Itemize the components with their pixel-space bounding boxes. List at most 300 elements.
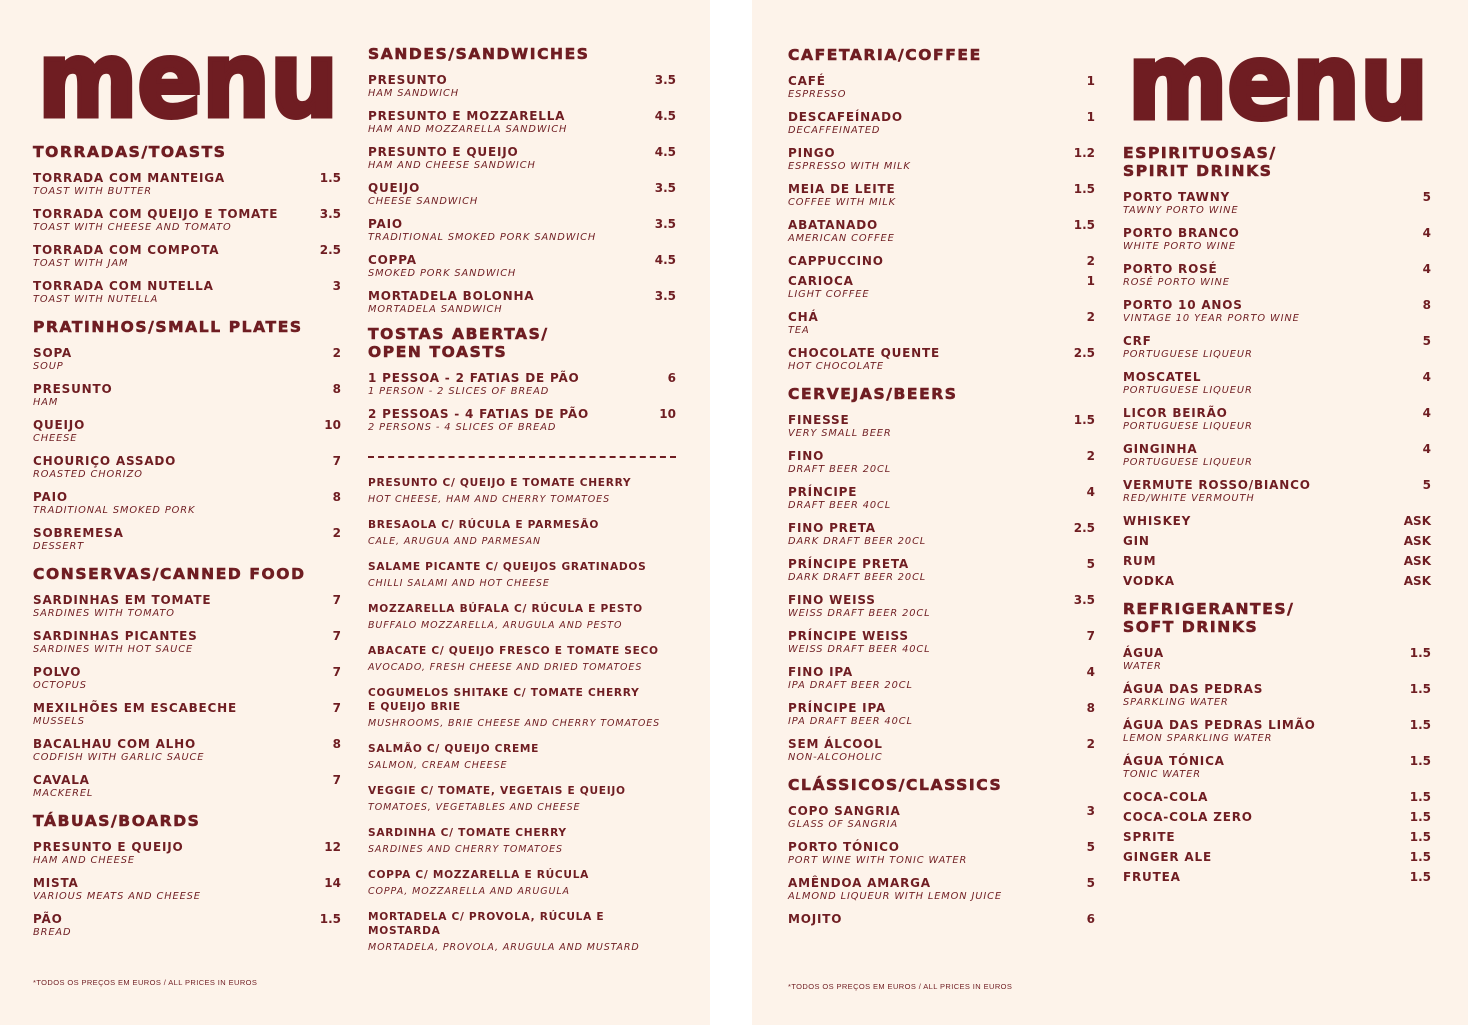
item-list <box>1123 190 1431 588</box>
menu-item-name: PRESUNTO <box>368 73 448 87</box>
menu-item-name: AMÊNDOA AMARGA <box>788 876 931 890</box>
menu-item-text <box>33 490 325 517</box>
menu-item-price: 4 <box>1086 485 1095 499</box>
menu-item-text <box>788 310 1079 337</box>
menu-item <box>788 218 1095 245</box>
menu-item-price: 7 <box>332 665 341 679</box>
menu-item-name: COPPA <box>368 253 417 267</box>
menu-item <box>368 217 676 244</box>
menu-item-description: TOAST WITH CHEESE AND TOMATO <box>33 222 232 233</box>
menu-item-text <box>33 454 325 481</box>
menu-item-description: COPPA, MOZZARELLA AND ARUGULA <box>368 886 570 897</box>
menu-item-description: TAWNY PORTO WINE <box>1123 205 1239 216</box>
menu-item-price: 7 <box>332 629 341 643</box>
menu-item <box>788 876 1095 903</box>
menu-item-name: CHOCOLATE QUENTE <box>788 346 940 360</box>
menu-item-text <box>368 371 660 398</box>
menu-item-description: TOAST WITH BUTTER <box>33 186 152 197</box>
menu-item <box>33 593 341 620</box>
menu-item-text <box>33 279 325 306</box>
menu-item-text <box>368 407 651 434</box>
section-title: REFRIGERANTES/ SOFT DRINKS <box>1123 600 1295 636</box>
menu-item-price: 1 <box>1086 274 1095 288</box>
menu-item-text <box>368 644 676 674</box>
menu-item-text <box>33 593 325 620</box>
menu-item-name: PRÍNCIPE WEISS <box>788 629 909 643</box>
menu-item-name: PRESUNTO C/ QUEIJO E TOMATE CHERRY <box>368 477 632 489</box>
menu-item-text <box>368 602 676 632</box>
menu-item-name: COCA-COLA ZERO <box>1123 810 1253 824</box>
menu-item-name: GINGINHA <box>1123 442 1198 456</box>
menu-item-description: MUSSELS <box>33 716 85 727</box>
menu-item-description: DESSERT <box>33 541 85 552</box>
menu-item-description: TOMATOES, VEGETABLES AND CHEESE <box>368 802 581 813</box>
item-list <box>1123 646 1431 884</box>
menu-item-text <box>33 912 312 939</box>
menu-item-text <box>33 526 325 553</box>
menu-item-price: 5 <box>1422 190 1431 204</box>
menu-item-price: 3.5 <box>319 207 341 221</box>
menu-item <box>788 485 1095 512</box>
menu-item-description: ESPRESSO <box>788 89 847 100</box>
menu-item-description: SALMON, CREAM CHEESE <box>368 760 508 771</box>
menu-item-price: 1.2 <box>1073 146 1095 160</box>
menu-item-text <box>1123 850 1402 864</box>
menu-item <box>368 476 676 506</box>
menu-item-price: 1 <box>1086 74 1095 88</box>
menu-item-text <box>788 557 1079 584</box>
menu-item-price: 4 <box>1422 406 1431 420</box>
menu-item <box>1123 298 1431 325</box>
menu-item-name: MORTADELA C/ PROVOLA, RÚCULA E MOSTARDA <box>368 911 605 937</box>
menu-item-name: MOSCATEL <box>1123 370 1202 384</box>
menu-item-text <box>368 217 647 244</box>
menu-item-text <box>788 218 1066 245</box>
menu-item-text <box>368 73 647 100</box>
menu-item-name: WHISKEY <box>1123 514 1192 528</box>
menu-item-description: OCTOPUS <box>33 680 87 691</box>
dashed-divider <box>368 456 676 458</box>
menu-item <box>1123 370 1431 397</box>
menu-item-text <box>1123 478 1415 505</box>
menu-section <box>33 143 341 306</box>
menu-item <box>1123 554 1431 568</box>
menu-item-description: DARK DRAFT BEER 20CL <box>788 536 927 547</box>
menu-item-price: ASK <box>1403 514 1431 528</box>
menu-item-description: CHILLI SALAMI AND HOT CHEESE <box>368 578 550 589</box>
right-column-1 <box>788 46 1095 938</box>
menu-item <box>788 701 1095 728</box>
menu-item-text <box>33 171 312 198</box>
menu-item-price: 6 <box>1086 912 1095 926</box>
menu-item-text <box>33 840 316 867</box>
menu-item-text <box>788 274 1079 301</box>
menu-item-text <box>1123 514 1396 528</box>
menu-item-description: BREAD <box>33 927 72 938</box>
menu-item-description: AVOCADO, FRESH CHEESE AND DRIED TOMATOES <box>368 662 643 673</box>
menu-item-price: 5 <box>1086 840 1095 854</box>
menu-item-text <box>1123 534 1396 548</box>
menu-item-price: 1.5 <box>1409 850 1431 864</box>
menu-item-price: 2.5 <box>1073 346 1095 360</box>
menu-item-price: ASK <box>1403 534 1431 548</box>
menu-item-description: HOT CHEESE, HAM AND CHERRY TOMATOES <box>368 494 610 505</box>
menu-item <box>788 110 1095 137</box>
menu-item <box>1123 262 1431 289</box>
menu-item-price: ASK <box>1403 554 1431 568</box>
menu-item-text <box>33 876 316 903</box>
menu-item-name: 2 PESSOAS - 4 FATIAS DE PÃO <box>368 407 589 421</box>
menu-item-price: 1.5 <box>1409 870 1431 884</box>
menu-item-price: 3.5 <box>654 181 676 195</box>
item-list <box>368 476 676 954</box>
menu-item-text <box>368 289 647 316</box>
menu-section <box>33 812 341 939</box>
menu-item-name: FINO <box>788 449 825 463</box>
menu-item-name: SPRITE <box>1123 830 1176 844</box>
menu-item-name: PORTO TAWNY <box>1123 190 1231 204</box>
menu-item-price: 7 <box>332 454 341 468</box>
menu-item-price: 5 <box>1422 334 1431 348</box>
menu-section <box>368 45 676 316</box>
menu-item <box>788 737 1095 764</box>
menu-item-text <box>33 629 325 656</box>
menu-item-price: 1.5 <box>319 912 341 926</box>
menu-item-text <box>368 253 647 280</box>
menu-item-name: LICOR BEIRÃO <box>1123 406 1228 420</box>
menu-item <box>788 310 1095 337</box>
menu-item-description: WATER <box>1123 661 1162 672</box>
menu-item-text <box>1123 830 1402 844</box>
menu-item-price: 2 <box>1086 254 1095 268</box>
menu-section <box>788 776 1095 926</box>
menu-item-description: TRADITIONAL SMOKED PORK SANDWICH <box>368 232 597 243</box>
menu-item-name: FRUTEA <box>1123 870 1181 884</box>
menu-item-name: SALAME PICANTE C/ QUEIJOS GRATINADOS <box>368 561 647 573</box>
menu-item-description: VINTAGE 10 YEAR PORTO WINE <box>1123 313 1300 324</box>
menu-item-price: 1 <box>1086 110 1095 124</box>
menu-item-price: 5 <box>1086 557 1095 571</box>
menu-item-text <box>368 868 676 898</box>
menu-item-description: GLASS OF SANGRIA <box>788 819 899 830</box>
menu-item-text <box>368 784 676 814</box>
right-column-2 <box>1123 144 1431 896</box>
menu-item-description: ROASTED CHORIZO <box>33 469 143 480</box>
menu-item-description: CHEESE <box>33 433 78 444</box>
menu-item-name: PRÍNCIPE IPA <box>788 701 887 715</box>
menu-item-name: SALMÃO C/ QUEIJO CREME <box>368 743 540 755</box>
menu-item-name: VEGGIE C/ TOMATE, VEGETAIS E QUEIJO <box>368 785 626 797</box>
menu-item-description: HAM AND CHEESE <box>33 855 135 866</box>
left-column-1 <box>33 143 341 951</box>
menu-item-description: BUFFALO MOZZARELLA, ARUGULA AND PESTO <box>368 620 623 631</box>
menu-section <box>788 46 1095 373</box>
menu-item <box>368 560 676 590</box>
menu-item-price: 7 <box>1086 629 1095 643</box>
menu-item <box>33 243 341 270</box>
menu-item <box>1123 646 1431 673</box>
menu-item <box>368 407 676 434</box>
menu-item-name: CAFÉ <box>788 74 826 88</box>
menu-item-text <box>368 181 647 208</box>
menu-item-name: PRESUNTO <box>33 382 113 396</box>
menu-item-description: WEISS DRAFT BEER 40CL <box>788 644 931 655</box>
section-title: CONSERVAS/CANNED FOOD <box>33 565 306 583</box>
menu-item-price: 2.5 <box>319 243 341 257</box>
menu-item-description: PORTUGUESE LIQUEUR <box>1123 349 1253 360</box>
menu-item-name: ÁGUA DAS PEDRAS <box>1123 682 1264 696</box>
menu-item <box>1123 334 1431 361</box>
menu-item-name: FINO WEISS <box>788 593 876 607</box>
menu-item-price: 4 <box>1422 370 1431 384</box>
menu-item-text <box>33 418 316 445</box>
menu-item-text <box>1123 226 1415 253</box>
menu-item-name: COPO SANGRIA <box>788 804 901 818</box>
menu-item-text <box>1123 790 1402 804</box>
menu-item-price: 8 <box>332 490 341 504</box>
menu-item-price: 1.5 <box>1073 413 1095 427</box>
menu-item-price: 5 <box>1422 478 1431 492</box>
menu-item-name: PINGO <box>788 146 836 160</box>
menu-item <box>33 840 341 867</box>
menu-item <box>368 602 676 632</box>
menu-item-text <box>788 485 1079 512</box>
menu-item-description: HAM AND MOZZARELLA SANDWICH <box>368 124 568 135</box>
menu-item <box>33 912 341 939</box>
menu-item <box>1123 514 1431 528</box>
menu-item-description: TEA <box>788 325 810 336</box>
menu-item <box>788 912 1095 926</box>
menu-item-name: PORTO BRANCO <box>1123 226 1240 240</box>
menu-item-text <box>788 413 1066 440</box>
menu-page-right <box>752 0 1468 1025</box>
menu-item-name: MOJITO <box>788 912 843 926</box>
menu-item-description: MORTADELA, PROVOLA, ARUGULA AND MUSTARD <box>368 942 640 953</box>
menu-item <box>788 840 1095 867</box>
menu-item <box>368 181 676 208</box>
menu-item-description: RED/WHITE VERMOUTH <box>1123 493 1255 504</box>
menu-item-text <box>1123 334 1415 361</box>
menu-item-price: 1.5 <box>1073 182 1095 196</box>
menu-item-name: PORTO 10 ANOS <box>1123 298 1243 312</box>
menu-section <box>33 565 341 800</box>
menu-item-text <box>1123 190 1415 217</box>
menu-item <box>788 182 1095 209</box>
menu-item <box>788 254 1095 268</box>
menu-item-price: 10 <box>324 418 341 432</box>
menu-item-text <box>1123 682 1402 709</box>
menu-item-name: MISTA <box>33 876 79 890</box>
menu-item-price: 3.5 <box>654 73 676 87</box>
menu-item-text <box>788 701 1079 728</box>
menu-item-price: 4 <box>1422 262 1431 276</box>
item-list <box>368 73 676 316</box>
menu-item-price: 3 <box>332 279 341 293</box>
menu-item-name: COCA-COLA <box>1123 790 1209 804</box>
menu-item-name: SEM ÁLCOOL <box>788 737 883 751</box>
menu-item-description: ROSÉ PORTO WINE <box>1123 277 1230 288</box>
menu-item-description: ESPRESSO WITH MILK <box>788 161 911 172</box>
section-title: ESPIRITUOSAS/ SPIRIT DRINKS <box>1123 144 1277 180</box>
menu-item-text <box>368 109 647 136</box>
menu-item-description: LEMON SPARKLING WATER <box>1123 733 1273 744</box>
menu-item-name: MORTADELA BOLONHA <box>368 289 535 303</box>
menu-item-name: TORRADA COM NUTELLA <box>33 279 214 293</box>
menu-item-description: PORT WINE WITH TONIC WATER <box>788 855 968 866</box>
menu-item-description: 2 PERSONS - 4 SLICES OF BREAD <box>368 422 557 433</box>
menu-item <box>788 665 1095 692</box>
menu-item-text <box>33 346 325 373</box>
menu-item-price: 1.5 <box>1409 790 1431 804</box>
menu-item-text <box>788 254 1079 268</box>
menu-item-description: DECAFFEINATED <box>788 125 881 136</box>
menu-item-text <box>33 243 312 270</box>
menu-item-price: 1.5 <box>1409 718 1431 732</box>
menu-item-name: ABATANADO <box>788 218 879 232</box>
menu-item-description: MORTADELA SANDWICH <box>368 304 503 315</box>
menu-item <box>368 253 676 280</box>
menu-item-description: DARK DRAFT BEER 20CL <box>788 572 927 583</box>
menu-item-description: AMERICAN COFFEE <box>788 233 895 244</box>
menu-item <box>368 109 676 136</box>
menu-item-text <box>1123 718 1402 745</box>
menu-item-name: PAIO <box>368 217 403 231</box>
menu-item <box>788 449 1095 476</box>
menu-logo <box>1124 38 1432 128</box>
menu-item-price: 3.5 <box>1073 593 1095 607</box>
menu-item-name: PORTO ROSÉ <box>1123 262 1218 276</box>
menu-item-text <box>1123 298 1415 325</box>
menu-item-text <box>788 521 1066 548</box>
menu-section <box>788 385 1095 764</box>
menu-item-name: FINO IPA <box>788 665 853 679</box>
menu-item <box>33 171 341 198</box>
menu-item-description: IPA DRAFT BEER 40CL <box>788 716 913 727</box>
menu-item-description: DRAFT BEER 20CL <box>788 464 892 475</box>
menu-item-text <box>368 560 676 590</box>
menu-item-price: 6 <box>667 371 676 385</box>
menu-item-name: FINESSE <box>788 413 850 427</box>
menu-item <box>788 74 1095 101</box>
menu-page-left <box>0 0 710 1025</box>
menu-item <box>788 629 1095 656</box>
menu-item-price: 10 <box>659 407 676 421</box>
menu-item-price: 8 <box>332 382 341 396</box>
menu-item-text <box>788 840 1079 867</box>
menu-item <box>1123 226 1431 253</box>
menu-item-name: QUEIJO <box>33 418 86 432</box>
menu-item-text <box>368 145 647 172</box>
section-title: CAFETARIA/COFFEE <box>788 46 982 64</box>
menu-item-name: PRESUNTO E MOZZARELLA <box>368 109 566 123</box>
menu-item-name: PRÍNCIPE PRETA <box>788 557 909 571</box>
menu-item-text <box>368 910 676 954</box>
menu-item-text <box>788 346 1066 373</box>
menu-item-text <box>368 518 676 548</box>
item-list <box>788 413 1095 764</box>
menu-item <box>1123 682 1431 709</box>
menu-item-description: CHEESE SANDWICH <box>368 196 479 207</box>
menu-item-text <box>788 912 1079 926</box>
menu-item-description: WHITE PORTO WINE <box>1123 241 1236 252</box>
menu-item <box>788 274 1095 301</box>
menu-item-name: CAVALA <box>33 773 90 787</box>
menu-item-price: 2 <box>332 346 341 360</box>
menu-item-price: 1.5 <box>319 171 341 185</box>
menu-item-description: HAM <box>33 397 59 408</box>
menu-item-name: GIN <box>1123 534 1150 548</box>
menu-item-text <box>1123 442 1415 469</box>
menu-item <box>368 910 676 954</box>
menu-item-name: GINGER ALE <box>1123 850 1212 864</box>
menu-item <box>1123 850 1431 864</box>
menu-item <box>1123 574 1431 588</box>
menu-item-name: TORRADA COM QUEIJO E TOMATE <box>33 207 279 221</box>
menu-item-description: TOAST WITH JAM <box>33 258 129 269</box>
menu-item <box>1123 534 1431 548</box>
menu-item-description: PORTUGUESE LIQUEUR <box>1123 421 1253 432</box>
menu-item <box>1123 810 1431 824</box>
item-list <box>33 346 341 553</box>
menu-item-name: COPPA C/ MOZZARELLA E RÚCULA <box>368 869 590 881</box>
menu-item-name: SOBREMESA <box>33 526 124 540</box>
menu-item <box>1123 478 1431 505</box>
menu-item-description: COFFEE WITH MILK <box>788 197 896 208</box>
menu-item-text <box>788 74 1079 101</box>
menu-item-price: 7 <box>332 773 341 787</box>
menu-item-price: 8 <box>332 737 341 751</box>
section-title: TÁBUAS/BOARDS <box>33 812 201 830</box>
menu-item-name: ÁGUA TÓNICA <box>1123 754 1225 768</box>
menu-section <box>33 318 341 553</box>
section-title: PRATINHOS/SMALL PLATES <box>33 318 303 336</box>
menu-item-description: HOT CHOCOLATE <box>788 361 884 372</box>
menu-item <box>368 742 676 772</box>
menu-item-price: ASK <box>1403 574 1431 588</box>
menu-item-price: 5 <box>1086 876 1095 890</box>
menu-item-name: PÃO <box>33 912 63 926</box>
menu-item-name: PAIO <box>33 490 68 504</box>
menu-item-text <box>788 665 1079 692</box>
menu-item-description: VARIOUS MEATS AND CHEESE <box>33 891 201 902</box>
section-title: TORRADAS/TOASTS <box>33 143 227 161</box>
menu-item-name: CRF <box>1123 334 1152 348</box>
menu-item-text <box>1123 810 1402 824</box>
menu-item <box>1123 870 1431 884</box>
section-title: SANDES/SANDWICHES <box>368 45 590 63</box>
menu-item-description: SPARKLING WATER <box>1123 697 1229 708</box>
menu-item-name: SARDINHAS EM TOMATE <box>33 593 212 607</box>
menu-item-name: BACALHAU COM ALHO <box>33 737 196 751</box>
menu-item-text <box>33 665 325 692</box>
menu-item-name: MOZZARELLA BÚFALA C/ RÚCULA E PESTO <box>368 603 643 615</box>
menu-item-text <box>1123 262 1415 289</box>
menu-item <box>33 279 341 306</box>
price-footnote: *TODOS OS PREÇOS EM EUROS / ALL PRICES IN EUROS <box>33 978 258 987</box>
menu-item-price: 3 <box>1086 804 1095 818</box>
menu-item <box>368 868 676 898</box>
menu-logo <box>34 36 342 126</box>
menu-item <box>1123 442 1431 469</box>
menu-item-text <box>368 826 676 856</box>
menu-item-description: SARDINES WITH HOT SAUCE <box>33 644 194 655</box>
menu-item <box>33 207 341 234</box>
menu-item-text <box>1123 406 1415 433</box>
menu-item <box>1123 406 1431 433</box>
menu-item <box>33 526 341 553</box>
menu-item <box>1123 790 1431 804</box>
menu-item-name: POLVO <box>33 665 82 679</box>
